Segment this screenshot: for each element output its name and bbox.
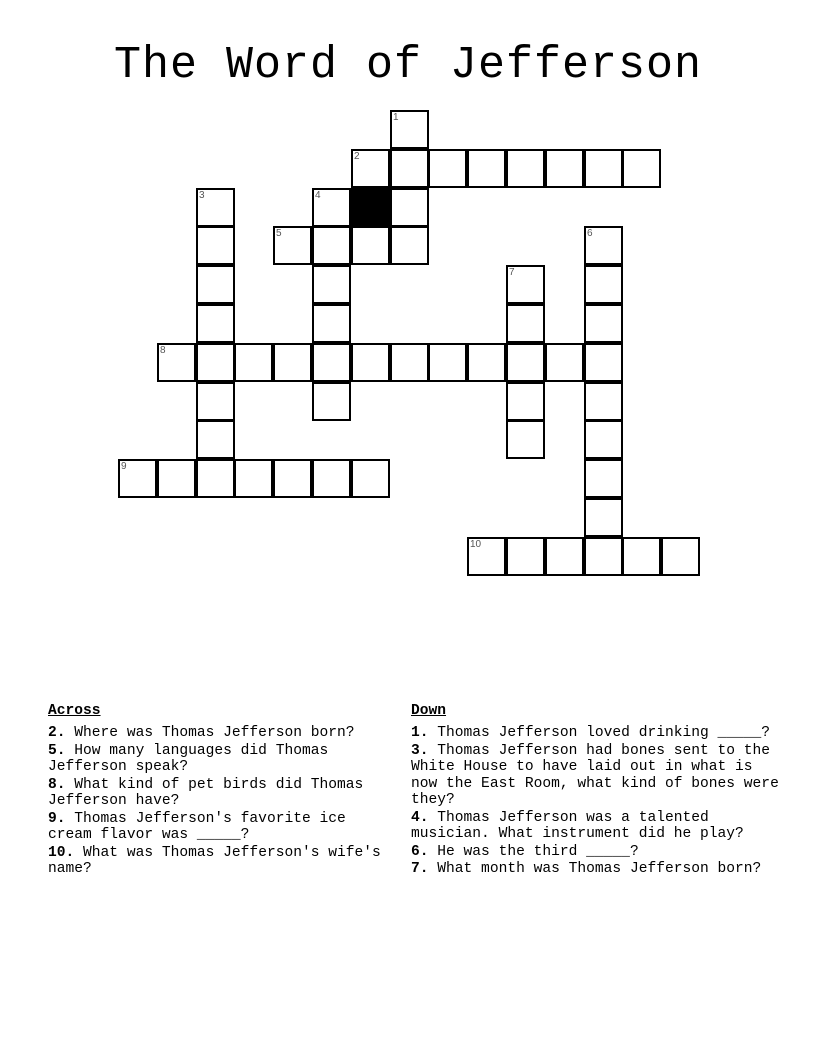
grid-cell[interactable] <box>196 343 235 382</box>
grid-cell[interactable] <box>312 382 351 421</box>
grid-cell[interactable] <box>118 459 157 498</box>
clue-text: Thomas Jefferson had bones sent to the White House to have laid out in what is now the East Room, what kind of bones were they? <box>411 742 788 808</box>
across-clue <box>48 725 393 742</box>
grid-cell[interactable] <box>196 265 235 304</box>
grid-cell[interactable] <box>661 537 700 576</box>
across-clue <box>48 811 393 844</box>
clue-number: 8 <box>160 345 166 356</box>
grid-cell[interactable] <box>351 226 390 265</box>
grid-cell[interactable] <box>312 265 351 304</box>
grid-cell[interactable] <box>622 149 661 188</box>
clue-number: 7 <box>509 267 515 278</box>
grid-cell[interactable] <box>196 188 235 227</box>
grid-cell[interactable] <box>157 343 196 382</box>
grid-cell[interactable] <box>196 459 235 498</box>
grid-cell[interactable] <box>428 149 467 188</box>
grid-cell[interactable] <box>584 304 623 343</box>
clue-number: 4 <box>315 190 321 201</box>
clue-text: Thomas Jefferson's favorite ice cream flavor was _____? <box>48 810 355 843</box>
across-clue-list <box>48 725 393 878</box>
down-heading: Down <box>411 703 447 719</box>
clue-number: 6. <box>411 843 429 860</box>
clue-text: He was the third _____? <box>428 843 639 860</box>
grid-cell[interactable] <box>467 343 506 382</box>
grid-cell[interactable] <box>506 343 545 382</box>
clue-number: 2 <box>354 151 360 162</box>
down-clue <box>411 810 781 843</box>
grid-cell[interactable] <box>584 265 623 304</box>
page-title: The Word of Jefferson <box>113 40 703 91</box>
down-clue <box>411 861 781 878</box>
grid-cell[interactable] <box>545 149 584 188</box>
grid-cell[interactable] <box>506 304 545 343</box>
down-clue <box>411 725 781 742</box>
clue-text: What month was Thomas Jefferson born? <box>428 861 762 877</box>
grid-cell[interactable] <box>351 459 390 498</box>
grid-cell[interactable] <box>312 459 351 498</box>
grid-cell[interactable] <box>622 537 661 576</box>
across-heading: Across <box>48 703 101 719</box>
grid-cell[interactable] <box>273 459 312 498</box>
grid-cell[interactable] <box>506 265 545 304</box>
across-clue <box>48 777 393 810</box>
clue-number: 3. <box>411 742 429 759</box>
grid-cell[interactable] <box>545 343 584 382</box>
grid-cell[interactable] <box>584 226 623 265</box>
clue-text: What kind of pet birds did Thomas Jefferson have? <box>48 776 373 809</box>
grid-cell[interactable] <box>545 537 584 576</box>
clue-text: What was Thomas Jefferson's wife's name? <box>48 844 390 877</box>
clue-number: 1. <box>411 725 429 741</box>
clue-number: 9. <box>48 810 66 827</box>
clue-text: Where was Thomas Jefferson born? <box>65 725 355 741</box>
grid-cell[interactable] <box>273 226 312 265</box>
clue-number: 3 <box>199 190 205 201</box>
clue-number: 9 <box>121 461 127 472</box>
clue-text: Thomas Jefferson was a talented musician. What instrument did he play? <box>411 809 744 842</box>
grid-cell[interactable] <box>506 420 545 459</box>
clue-number: 10 <box>470 539 482 550</box>
grid-cell[interactable] <box>196 382 235 421</box>
grid-cell[interactable] <box>390 110 429 149</box>
grid-cell[interactable] <box>584 498 623 537</box>
grid-cell[interactable] <box>351 343 390 382</box>
grid-cell[interactable] <box>157 459 196 498</box>
clue-number: 10. <box>48 844 75 861</box>
grid-cell[interactable] <box>351 149 390 188</box>
grid-cell[interactable] <box>390 188 429 227</box>
grid-cell[interactable] <box>312 226 351 265</box>
grid-cell[interactable] <box>312 188 351 227</box>
grid-cell[interactable] <box>390 226 429 265</box>
grid-cell[interactable] <box>234 343 273 382</box>
down-clue <box>411 844 781 861</box>
black-square <box>351 188 390 227</box>
grid-cell[interactable] <box>196 226 235 265</box>
clue-number: 2. <box>48 725 66 741</box>
grid-cell[interactable] <box>584 459 623 498</box>
grid-cell[interactable] <box>584 149 623 188</box>
grid-cell[interactable] <box>506 382 545 421</box>
grid-cell[interactable] <box>584 382 623 421</box>
grid-cell[interactable] <box>390 149 429 188</box>
grid-cell[interactable] <box>506 149 545 188</box>
clue-number: 5. <box>48 742 66 759</box>
grid-cell[interactable] <box>584 537 623 576</box>
across-clue <box>48 743 393 776</box>
down-clues <box>411 702 788 879</box>
grid-cell[interactable] <box>273 343 312 382</box>
grid-cell[interactable] <box>428 343 467 382</box>
clue-number: 4. <box>411 809 429 826</box>
across-clues <box>48 702 393 879</box>
grid-cell[interactable] <box>390 343 429 382</box>
clue-text: Thomas Jefferson loved drinking _____? <box>428 725 771 741</box>
grid-cell[interactable] <box>584 343 623 382</box>
clue-number: 6 <box>587 228 593 239</box>
grid-cell[interactable] <box>312 343 351 382</box>
grid-cell[interactable] <box>467 537 506 576</box>
grid-cell[interactable] <box>584 420 623 459</box>
grid-cell[interactable] <box>234 459 273 498</box>
grid-cell[interactable] <box>196 420 235 459</box>
down-clue-list <box>411 725 788 878</box>
grid-cell[interactable] <box>467 149 506 188</box>
grid-cell[interactable] <box>312 304 351 343</box>
clue-number: 8. <box>48 776 66 793</box>
clue-number: 5 <box>276 228 282 239</box>
down-clue <box>411 742 788 809</box>
clue-number: 7. <box>411 861 429 877</box>
grid-cell[interactable] <box>196 304 235 343</box>
clue-text: How many languages did Thomas Jefferson speak? <box>48 742 338 775</box>
grid-cell[interactable] <box>506 537 545 576</box>
clue-number: 1 <box>393 112 399 123</box>
across-clue <box>48 845 393 878</box>
